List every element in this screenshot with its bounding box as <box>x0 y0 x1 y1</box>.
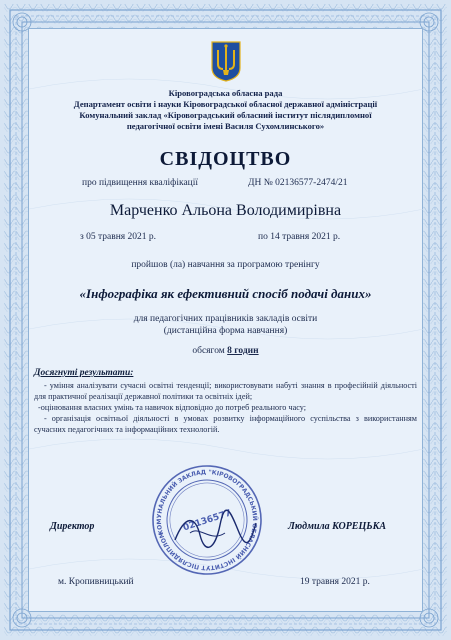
issuer-line-3: Комунальний заклад «Кіровоградський обласний інститут післядипломної <box>79 110 372 120</box>
director-signature <box>170 505 260 555</box>
results-heading: Досягнуті результати: <box>34 368 134 378</box>
hours-value: 8 годин <box>227 346 259 356</box>
result-item: -оцінювання власних умінь та навичок відповідно до потреб реального часу; <box>38 403 306 412</box>
stamp-text: КОМУНАЛЬНИЙ ЗАКЛАД "КІРОВОГРАДСЬКИЙ ОБЛАСНИЙ ІНСТИТУТ ПІСЛЯДИПЛОМНОЇ <box>155 468 259 572</box>
result-item: - організація освітньої діяльності в умовах розвитку інформаційного суспільства з використанням сучасних педагогічних та інформаційних технологій. <box>34 414 417 434</box>
results-list <box>34 380 417 435</box>
date-to: по 14 травня 2021 р. <box>258 232 341 242</box>
completed-text: пройшов (ла) навчання за програмою тренінгу <box>131 260 320 270</box>
hours-prefix: обсягом <box>192 346 225 356</box>
coat-of-arms-icon <box>210 40 242 82</box>
issuer-line-1: Кіровоградська обласна рада <box>168 88 283 98</box>
result-item: - уміння аналізувати сучасні освітні тенденції; використовувати набуті знання в професійній діяльності для практичної реалізації державної політики та освітніх ідей; <box>34 381 417 401</box>
issuer-line-4: педагогічної освіти імені Василя Сухомлинського» <box>126 121 325 131</box>
footer-city: м. Кропивницький <box>58 577 134 587</box>
stamp-code: 02136577 <box>181 508 233 534</box>
audience-line-2: (дистанційна форма навчання) <box>163 326 288 336</box>
recipient-name: Марченко Альона Володимирівна <box>109 202 342 219</box>
subtitle: про підвищення кваліфікації <box>82 178 199 188</box>
signatory-name: Людмила КОРЕЦЬКА <box>288 521 387 532</box>
document-title: СВІДОЦТВО <box>159 148 292 170</box>
audience-line-1: для педагогічних працівників закладів освіти <box>133 314 318 324</box>
hours-line <box>0 346 451 356</box>
program-title: «Інфографіка як ефективний спосіб подачі даних» <box>79 286 372 301</box>
certificate-number: ДН № 02136577-2474/21 <box>248 178 348 188</box>
signatory-role: Директор <box>50 521 95 532</box>
issuer-line-2: Департамент освіти і науки Кіровоградської обласної державної адміністрації <box>73 99 378 109</box>
footer-date: 19 травня 2021 р. <box>300 577 370 587</box>
date-from: з 05 травня 2021 р. <box>80 232 157 242</box>
